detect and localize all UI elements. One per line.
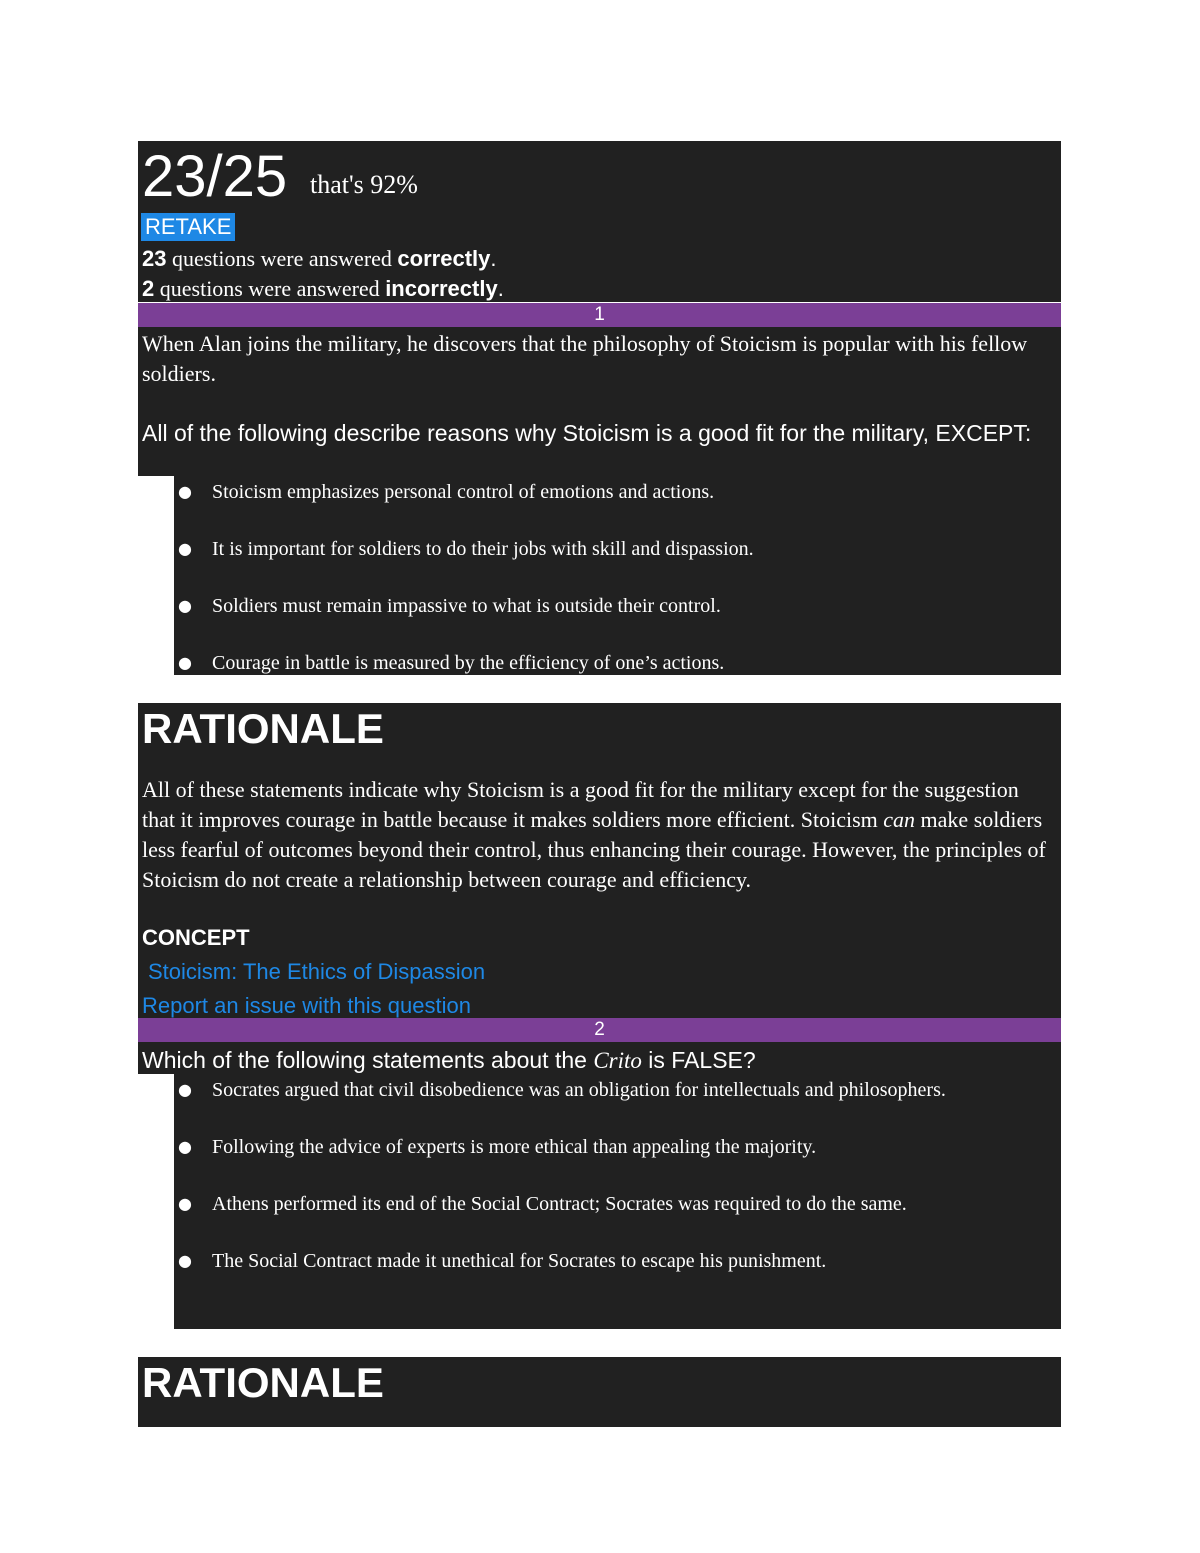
rationale-1-text-a: All of these statements indicate why Stoicism is a good fit for the military except for the suggestion that it improves courage in battle because it makes soldiers more efficient. Stoicism [142, 777, 1019, 832]
answer-option[interactable] [174, 1247, 1061, 1275]
score-percent: that's 92% [310, 170, 418, 199]
rationale-1-text [142, 775, 1057, 895]
question-2-number-bar: 2 [138, 1018, 1061, 1042]
rationale-2-title: RATIONALE [142, 1359, 384, 1406]
concept-label: CONCEPT [142, 925, 250, 950]
question-2-prompt-b: is FALSE? [641, 1047, 756, 1073]
bullet-icon: ● [178, 1194, 192, 1213]
rationale-1-title: RATIONALE [142, 705, 384, 752]
answer-option[interactable] [174, 1190, 1061, 1218]
answer-option[interactable] [174, 1076, 1061, 1104]
incorrect-text: questions were answered [154, 276, 386, 301]
rationale-1-emphasis: can [883, 807, 916, 832]
correct-word: correctly [397, 246, 491, 271]
question-1-prompt: All of the following describe reasons why Stoicism is a good fit for the military, EXCEPT: [142, 420, 1032, 446]
question-1-scenario: When Alan joins the military, he discovers that the philosophy of Stoicism is popular with his fellow soldiers. [142, 331, 1028, 386]
bullet-icon: ● [178, 596, 192, 615]
incorrect-count: 2 [142, 276, 155, 301]
answer-option[interactable] [174, 592, 1061, 620]
bullet-icon: ● [178, 653, 192, 672]
answer-option-text: Athens performed its end of the Social Contract; Socrates was required to do the same. [212, 1193, 907, 1215]
question-1-options [174, 476, 1061, 675]
answer-option-text: Socrates argued that civil disobedience was an obligation for intellectuals and philosophers. [212, 1079, 946, 1101]
answer-option-text: Stoicism emphasizes personal control of emotions and actions. [212, 481, 715, 503]
question-2-prompt-a: Which of the following statements about the [142, 1047, 594, 1073]
concept-link[interactable]: Stoicism: The Ethics of Dispassion [148, 959, 486, 984]
answer-option-text: The Social Contract made it unethical for Socrates to escape his punishment. [212, 1250, 827, 1272]
bullet-icon: ● [178, 1251, 192, 1270]
question-2-options [174, 1074, 1061, 1329]
rationale-1-text-b: make soldiers less fearful of outcomes beyond their control, thus enhancing their courage. However, the principles of Stoicism do not create a relationship between courage and efficiency. [142, 807, 1046, 892]
incorrect-summary [142, 275, 504, 303]
bullet-icon: ● [178, 1137, 192, 1156]
bullet-icon: ● [178, 539, 192, 558]
answer-option[interactable] [174, 478, 1061, 506]
score-value: 23/25 [142, 144, 288, 209]
retake-button[interactable]: RETAKE [141, 213, 235, 241]
answer-option[interactable] [174, 649, 1061, 677]
question-1-number-bar: 1 [138, 303, 1061, 327]
question-2-work-title: Crito [593, 1048, 642, 1073]
answer-option-text: Soldiers must remain impassive to what is outside their control. [212, 595, 721, 617]
correct-end: . [490, 246, 497, 271]
correct-summary [142, 245, 497, 273]
incorrect-end: . [497, 276, 504, 301]
question-2-prompt [142, 1047, 1057, 1074]
answer-option[interactable] [174, 1133, 1061, 1161]
report-issue-link[interactable]: Report an issue with this question [142, 993, 471, 1018]
answer-option-text: Courage in battle is measured by the efficiency of one’s actions. [212, 652, 725, 674]
answer-option-text: It is important for soldiers to do their jobs with skill and dispassion. [212, 538, 754, 560]
answer-option[interactable] [174, 535, 1061, 563]
bullet-icon: ● [178, 482, 192, 501]
answer-option-text: Following the advice of experts is more ethical than appealing the majority. [212, 1136, 817, 1158]
correct-text: questions were answered [166, 246, 398, 271]
bullet-icon: ● [178, 1080, 192, 1099]
correct-count: 23 [142, 246, 167, 271]
incorrect-word: incorrectly [385, 276, 498, 301]
